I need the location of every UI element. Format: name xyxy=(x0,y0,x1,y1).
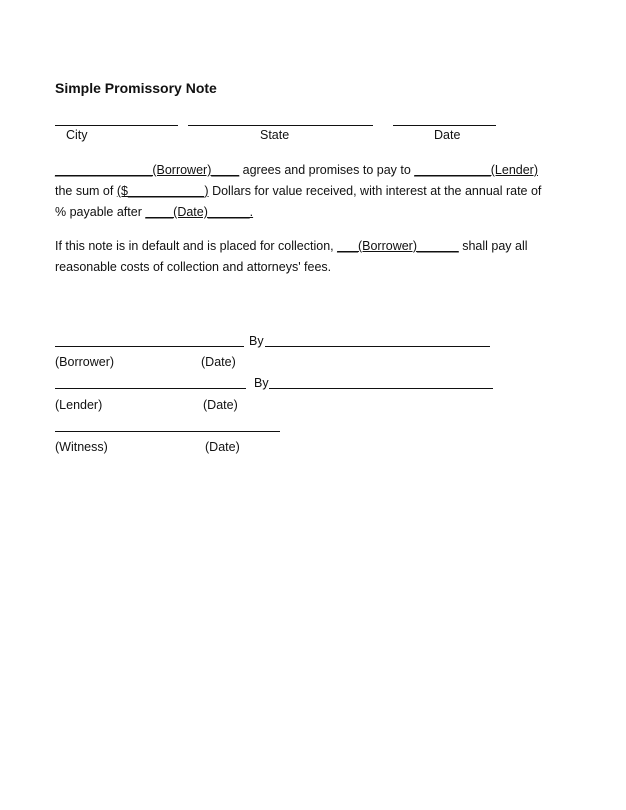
lender-role-label: (Lender) xyxy=(55,398,103,412)
agreement-line-1 xyxy=(55,162,538,178)
costs-text: reasonable costs of collection and attorneys' fees. xyxy=(55,260,332,274)
borrower-by-line[interactable] xyxy=(265,346,490,347)
borrower-date-label: (Date) xyxy=(201,355,236,369)
city-blank-line[interactable] xyxy=(55,125,178,126)
date-label: Date xyxy=(434,128,461,142)
state-blank-line[interactable] xyxy=(188,125,373,126)
witness-signature-line[interactable] xyxy=(55,431,280,432)
lender-by-label: By xyxy=(254,376,269,390)
lender-by-line[interactable] xyxy=(269,388,493,389)
lender-signature-line[interactable] xyxy=(55,388,246,389)
date-blank-line[interactable] xyxy=(393,125,496,126)
agreement-line-2 xyxy=(55,183,541,199)
borrower-signature-line[interactable] xyxy=(55,346,244,347)
default-line-2 xyxy=(55,259,331,275)
lender-date-label: (Date) xyxy=(203,398,238,412)
payable-prefix: % payable after xyxy=(55,205,146,219)
lender-name-blank[interactable]: ___________(Lender) xyxy=(414,163,538,177)
witness-date-label: (Date) xyxy=(205,440,240,454)
borrower-by-label: By xyxy=(249,334,264,348)
default-text: If this note is in default and is placed for collection, xyxy=(55,239,338,253)
borrower-name-blank[interactable]: ______________(Borrower)____ xyxy=(55,163,240,177)
sum-text: Dollars for value received, with interest at the annual rate of xyxy=(208,184,542,198)
document-title: Simple Promissory Note xyxy=(55,80,217,96)
default-suffix: shall pay all xyxy=(458,239,528,253)
default-borrower-blank[interactable]: ___(Borrower)______ xyxy=(337,239,459,253)
state-label: State xyxy=(260,128,290,142)
city-label: City xyxy=(66,128,88,142)
borrower-role-label: (Borrower) xyxy=(55,355,115,369)
default-line-1 xyxy=(55,238,528,254)
sum-prefix: the sum of xyxy=(55,184,117,198)
agreement-line-3 xyxy=(55,204,253,220)
witness-role-label: (Witness) xyxy=(55,440,108,454)
amount-blank[interactable]: ($___________) xyxy=(116,184,209,198)
agreement-text: agrees and promises to pay to xyxy=(239,163,415,177)
payable-date-blank[interactable]: ____(Date)______. xyxy=(145,205,254,219)
